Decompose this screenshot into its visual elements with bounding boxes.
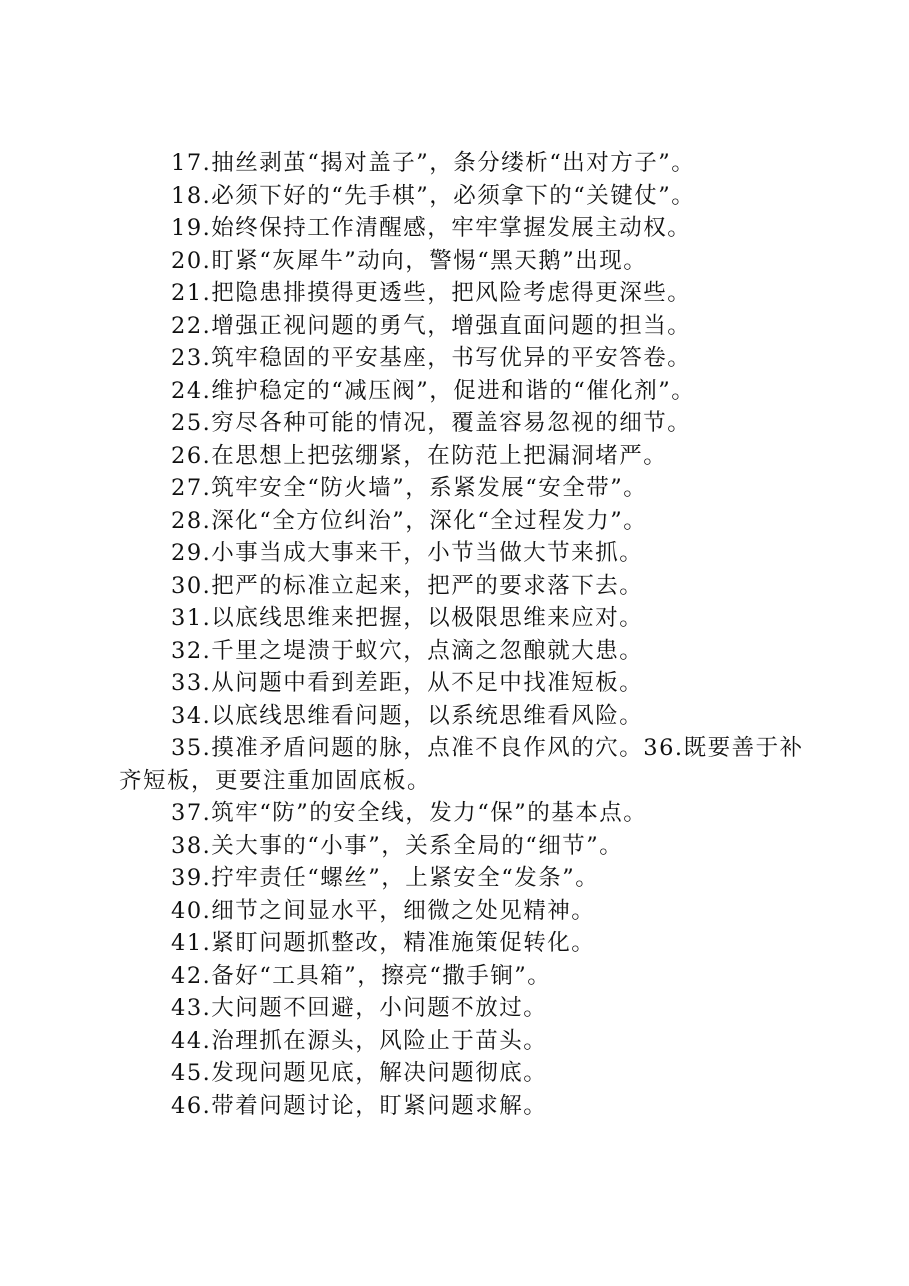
text-line: 21.把隐患排摸得更透些，把风险考虑得更深些。 xyxy=(171,280,692,306)
text-line: 34.以底线思维看问题，以系统思维看风险。 xyxy=(171,702,644,729)
text-line: 39.拧牢责任“螺丝”，上紧安全“发条”。 xyxy=(171,865,600,891)
text-line: 31.以底线思维来把握，以极限思维来应对。 xyxy=(171,605,644,631)
text-line: 22.增强正视问题的勇气，增强直面问题的担当。 xyxy=(171,312,692,339)
text-line: 38.关大事的“小事”，关系全局的“细节”。 xyxy=(171,832,624,859)
text-line: 17.抽丝剥茧“揭对盖子”，条分缕析“出对方子”。 xyxy=(171,150,696,176)
text-line: 35.摸准矛盾问题的脉，点准不良作风的穴。36.既要善于补 xyxy=(171,735,804,761)
text-line: 18.必须下好的“先手棋”，必须拿下的“关键仗”。 xyxy=(171,182,696,209)
text-line-continuation: 齐短板，更要注重加固底板。 xyxy=(119,767,432,794)
text-line: 26.在思想上把弦绷紧，在防范上把漏洞堵严。 xyxy=(171,442,668,469)
text-line: 24.维护稳定的“减压阀”，促进和谐的“催化剂”。 xyxy=(171,377,696,404)
text-line: 41.紧盯问题抓整改，精准施策促转化。 xyxy=(171,930,596,956)
text-line: 46.带着问题讨论，盯紧问题求解。 xyxy=(171,1092,548,1119)
text-line: 23.筑牢稳固的平安基座，书写优异的平安答卷。 xyxy=(171,345,692,371)
text-line: 40.细节之间显水平，细微之处见精神。 xyxy=(171,897,596,924)
text-line: 32.千里之堤溃于蚁穴，点滴之忽酿就大患。 xyxy=(171,637,644,664)
text-line: 43.大问题不回避，小问题不放过。 xyxy=(171,995,548,1021)
text-line: 29.小事当成大事来干，小节当做大节来抓。 xyxy=(171,540,644,566)
text-line: 45.发现问题见底，解决问题彻底。 xyxy=(171,1060,548,1086)
text-line: 37.筑牢“防”的安全线，发力“保”的基本点。 xyxy=(171,800,648,826)
text-line: 25.穷尽各种可能的情况，覆盖容易忽视的细节。 xyxy=(171,410,692,436)
text-line: 27.筑牢安全“防火墙”，系紧发展“安全带”。 xyxy=(171,475,648,501)
text-line: 33.从问题中看到差距，从不足中找准短板。 xyxy=(171,670,644,696)
text-line: 42.备好“工具箱”，擦亮“撒手锏”。 xyxy=(171,962,552,989)
text-line: 44.治理抓在源头，风险止于苗头。 xyxy=(171,1027,548,1054)
text-line: 30.把严的标准立起来，把严的要求落下去。 xyxy=(171,572,644,599)
text-line: 19.始终保持工作清醒感，牢牢掌握发展主动权。 xyxy=(171,215,692,241)
text-line: 28.深化“全方位纠治”，深化“全过程发力”。 xyxy=(171,507,648,534)
text-line: 20.盯紧“灰犀牛”动向，警惕“黑天鹅”出现。 xyxy=(171,247,648,274)
document-body xyxy=(119,147,809,1122)
